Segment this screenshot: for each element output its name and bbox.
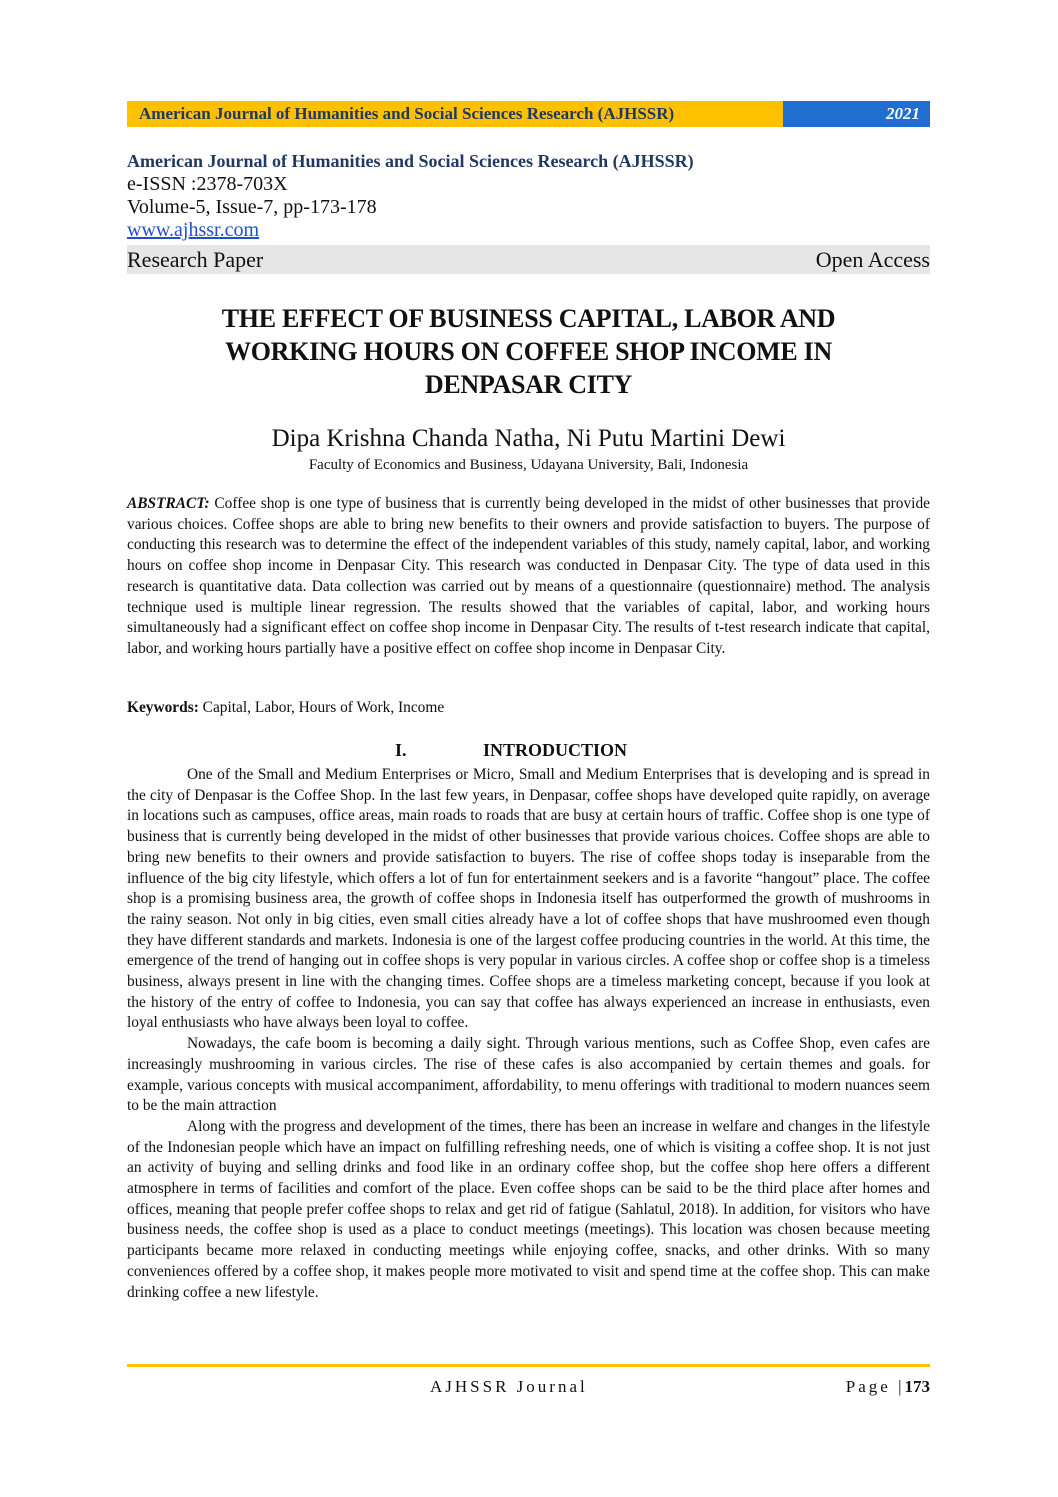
access-type: Open Access <box>815 246 930 272</box>
journal-issn: e-ISSN :2378-703X <box>127 173 288 195</box>
keywords <box>127 699 930 717</box>
footer-journal: AJHSSR Journal <box>430 1377 588 1396</box>
paper-type-bar <box>127 245 930 274</box>
keywords-text: Capital, Labor, Hours of Work, Income <box>198 699 445 716</box>
footer-page-number: 173 <box>904 1377 930 1396</box>
abstract-label: ABSTRACT: <box>127 495 210 512</box>
section-title: INTRODUCTION <box>483 740 628 760</box>
paper-type: Research Paper <box>127 246 264 272</box>
paper-title <box>147 302 910 401</box>
paragraph: Nowadays, the cafe boom is becoming a daily sight. Through various mentions, such as Coffee Shop, even cafes are increasingly mushrooming in various circles. The rise of these cafes is also accompanied by certain themes and goals. for example, various concepts with musical accompaniment, affordability, to menu offerings with traditional to modern nuances seem to be the main attraction <box>127 1035 930 1115</box>
footer-divider <box>127 1364 930 1367</box>
journal-website-link[interactable]: www.ajhssr.com <box>127 219 260 241</box>
title-line: WORKING HOURS ON COFFEE SHOP INCOME IN <box>225 337 832 366</box>
section-number: I. <box>395 740 407 760</box>
paragraph: Along with the progress and development of the times, there has been an increase in welfare and changes in the lifestyle of the Indonesian people which have an impact on fulfilling refreshing needs, one of which is visiting a coffee shop. It is not just an activity of buying and selling drinks and food like in an ordinary coffee shop, but the coffee shop here offers a different atmosphere in terms of facilities and comfort of the place. Even coffee shops can be said to be the third place after homes and offices, meaning that people prefer coffee shops to relax and get rid of fatigue (Sahlatul, 2018). In addition, for visitors who have business needs, the coffee shop is used as a place to conduct meetings (meetings). This location was chosen because meeting participants became more relaxed in conducting meetings while enjoying coffee, snacks, and other drinks. With so many conveniences offered by a coffee shop, it makes people more motivated to visit and spend time at the coffee shop. This can make drinking coffee a new lifestyle. <box>127 1117 930 1301</box>
footer-page-label: Page | <box>845 1377 905 1396</box>
running-header <box>127 101 930 127</box>
title-line: THE EFFECT OF BUSINESS CAPITAL, LABOR AND <box>221 304 836 333</box>
running-header-year: 2021 <box>783 101 930 127</box>
paragraph: One of the Small and Medium Enterprises or Micro, Small and Medium Enterprises that is developing and is spread in the city of Denpasar is the Coffee Shop. In the last few years, in Denpasar, coffee shops have developed quite rapidly, on average in locations such as campuses, office areas, main roads to roads that are busy at certain hours of traffic. Coffee shop is one type of business that is currently being developed in the midst of other businesses that provide various choices. Coffee shops are able to bring new benefits to their owners and provide satisfaction to buyers. The rise of coffee shops today is inseparable from the influence of the big city lifestyle, which offers a lot of fun for entertainment seekers and is a favorite “hangout” place. The coffee shop is a promising business area, the growth of coffee shops in Indonesia itself has outperformed the growth of mushrooms in the rainy season. Not only in big cities, even small cities already have a lot of coffee shops that have mushroomed even though they have different standards and markets. Indonesia is one of the largest coffee producing countries in the world. At this time, the emergence of the trend of hanging out in coffee shops is very popular in various circles. A coffee shop or coffee shop is a timeless business, always present in line with the changing times. Coffee shops are a timeless marketing concept, because if you look at the history of the entry of coffee to Indonesia, you can say that coffee has always experienced an increase in enthusiasts, even loyal enthusiasts who have always been loyal to coffee. <box>127 766 930 1032</box>
footer-page <box>846 1377 930 1397</box>
journal-info <box>127 150 930 242</box>
abstract-text: Coffee shop is one type of business that is currently being developed in the midst of other businesses that provide various choices. Coffee shops are able to bring new benefits to their owners and provide satisfaction to buyers. The purpose of conducting this research was to determine the effect of the independent variables of this study, namely capital, labor, and working hours on coffee shop income in Denpasar City. This research was conducted in Denpasar City. The type of data used in this research is quantitative data. Data collection was carried out by means of a questionnaire (questionnaire) method. The analysis technique used is multiple linear regression. The results showed that the variables of capital, labor, and working hours simultaneously had a significant effect on coffee shop income in Denpasar City. The results of t-test research indicate that capital, labor, and working hours partially have a positive effect on coffee shop income in Denpasar City. <box>127 495 930 657</box>
keywords-label: Keywords: <box>127 699 199 716</box>
authors: Dipa Krishna Chanda Natha, Ni Putu Martini Dewi <box>271 425 786 452</box>
affiliation: Faculty of Economics and Business, Udayana University, Bali, Indonesia <box>308 457 749 473</box>
page-footer <box>127 1377 930 1399</box>
title-line: DENPASAR CITY <box>424 370 633 399</box>
journal-volume: Volume-5, Issue-7, pp-173-178 <box>127 196 377 218</box>
journal-name: American Journal of Humanities and Social Sciences Research (AJHSSR) <box>127 151 694 171</box>
abstract <box>127 494 930 660</box>
body-text <box>127 765 930 1303</box>
running-header-journal: American Journal of Humanities and Social Sciences Research (AJHSSR) <box>127 101 783 127</box>
